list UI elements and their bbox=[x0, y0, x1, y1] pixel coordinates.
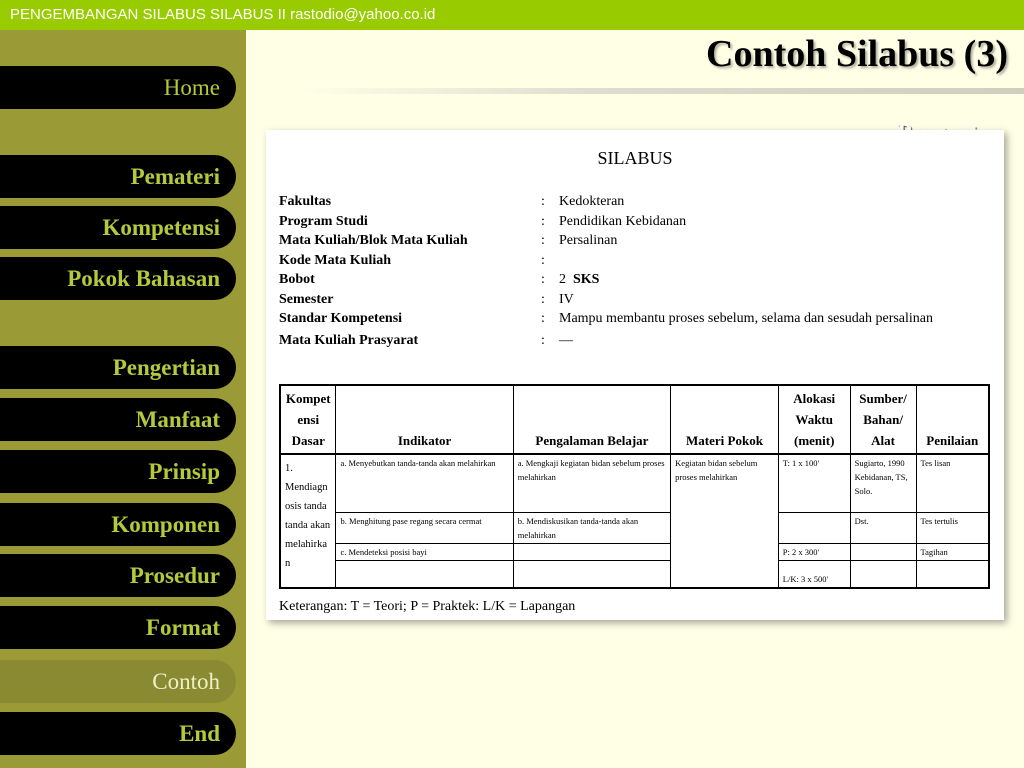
info-label: Mata Kuliah/Blok Mata Kuliah bbox=[279, 233, 468, 248]
info-label: Kode Mata Kuliah bbox=[279, 252, 392, 268]
col-header: Penilaian bbox=[916, 385, 989, 454]
info-label: Bobot bbox=[279, 272, 315, 287]
nav-prosedur-button[interactable]: Prosedur bbox=[0, 554, 236, 597]
info-colon: : bbox=[541, 213, 545, 229]
nav-prinsip-button[interactable]: Prinsip bbox=[0, 450, 236, 493]
info-colon: : bbox=[541, 311, 545, 326]
info-value bbox=[559, 251, 979, 271]
info-value: Pendidikan Kebidanan bbox=[559, 213, 687, 229]
info-row-semester bbox=[279, 290, 979, 310]
info-value: Mampu membantu proses sebelum, selama dan sesudah persalinan bbox=[559, 311, 934, 326]
info-colon: : bbox=[541, 194, 545, 209]
table-cell: T: 1 x 100' bbox=[778, 454, 850, 512]
info-row-bobot bbox=[279, 270, 979, 290]
col-header: Kompet ensi Dasar bbox=[280, 385, 336, 454]
info-row-prasyarat bbox=[279, 331, 979, 351]
info-row-kode bbox=[279, 251, 979, 271]
col-header: Sumber/ Bahan/ Alat bbox=[850, 385, 916, 454]
info-colon: : bbox=[541, 252, 545, 268]
table-cell: Dst. bbox=[850, 512, 916, 543]
info-label: Standar Kompetensi bbox=[279, 311, 403, 326]
info-value: Kedokteran bbox=[559, 194, 625, 209]
nav-pengertian-button[interactable]: Pengertian bbox=[0, 346, 236, 389]
table-cell bbox=[513, 543, 670, 560]
info-value: Persalinan bbox=[559, 233, 618, 248]
nav-pemateri-button[interactable]: Pemateri bbox=[0, 155, 236, 198]
table-cell: a. Menyebutkan tanda-tanda akan melahirkan bbox=[336, 454, 513, 512]
slide-title: Contoh Silabus (3) bbox=[706, 33, 1008, 75]
legend-text: Keterangan: T = Teori; P = Praktek: L/K = Lapangan bbox=[279, 599, 576, 614]
document-heading: SILABUS bbox=[597, 148, 673, 168]
info-colon: : bbox=[541, 332, 545, 348]
nav-home-button[interactable]: Home bbox=[0, 66, 236, 109]
table-header-row bbox=[280, 385, 989, 454]
info-row-fakultas bbox=[279, 192, 979, 212]
col-header: Pengalaman Belajar bbox=[513, 385, 670, 454]
nav-contoh-button[interactable]: Contoh bbox=[0, 660, 236, 703]
nav-end-button[interactable]: End bbox=[0, 712, 236, 755]
table-cell: P: 2 x 300' bbox=[778, 543, 850, 560]
table-row bbox=[280, 560, 989, 588]
table-cell bbox=[916, 560, 989, 588]
col-header: Indikator bbox=[336, 385, 513, 454]
table-cell bbox=[513, 560, 670, 588]
info-value bbox=[559, 270, 979, 290]
table-cell: c. Mendeteksi posisi bayi bbox=[336, 543, 513, 560]
info-row-mata-kuliah bbox=[279, 231, 979, 251]
kompetensi-dasar-cell: 1. Mendiagn osis tanda tanda akan melahirka n bbox=[280, 454, 336, 588]
table-cell bbox=[336, 560, 513, 588]
table-row bbox=[280, 512, 989, 543]
syllabus-info bbox=[279, 192, 979, 350]
table-cell: Kegiatan bidan sebelum proses melahirkan bbox=[671, 454, 779, 588]
table-cell bbox=[850, 560, 916, 588]
title-divider bbox=[300, 88, 1024, 94]
bobot-unit: SKS bbox=[573, 272, 600, 287]
table-cell: Sugiarto, 1990 Kebidanan, TS, Solo. bbox=[850, 454, 916, 512]
info-label: Semester bbox=[279, 291, 334, 307]
table-row bbox=[280, 454, 989, 512]
info-row-program-studi bbox=[279, 212, 979, 232]
info-row-standar-kompetensi bbox=[279, 309, 979, 329]
col-header: Alokasi Waktu (menit) bbox=[778, 385, 850, 454]
banner-text: PENGEMBANGAN SILABUS SILABUS II rastodio@yahoo.co.id bbox=[10, 6, 436, 23]
table-cell: a. Mengkaji kegiatan bidan sebelum proses melahirkan bbox=[513, 454, 670, 512]
nav-manfaat-button[interactable]: Manfaat bbox=[0, 398, 236, 441]
table-cell: Tagihan bbox=[916, 543, 989, 560]
table-cell: Tes tertulis bbox=[916, 512, 989, 543]
top-banner bbox=[0, 0, 1024, 30]
col-header: Materi Pokok bbox=[671, 385, 779, 454]
info-label: Mata Kuliah Prasyarat bbox=[279, 332, 419, 348]
nav-pokok-bahasan-button[interactable]: Pokok Bahasan bbox=[0, 257, 236, 300]
bobot-number: 2 bbox=[559, 272, 566, 287]
nav-komponen-button[interactable]: Komponen bbox=[0, 503, 236, 546]
table-cell: L/K: 3 x 500' bbox=[778, 560, 850, 588]
info-colon: : bbox=[541, 233, 545, 248]
info-colon: : bbox=[541, 272, 545, 287]
nav-format-button[interactable]: Format bbox=[0, 606, 236, 649]
info-label: Program Studi bbox=[279, 213, 368, 229]
syllabus-table bbox=[279, 384, 990, 589]
info-colon: : bbox=[541, 291, 545, 307]
table-cell: Tes lisan bbox=[916, 454, 989, 512]
syllabus-document bbox=[266, 130, 1004, 620]
info-label: Fakultas bbox=[279, 194, 332, 209]
nav-kompetensi-button[interactable]: Kompetensi bbox=[0, 206, 236, 249]
table-cell bbox=[850, 543, 916, 560]
table-cell: b. Menghitung pase regang secara cermat bbox=[336, 512, 513, 543]
table-cell bbox=[778, 512, 850, 543]
table-cell: b. Mendiskusikan tanda-tanda akan melahirkan bbox=[513, 512, 670, 543]
info-value: — bbox=[559, 332, 573, 348]
table-row bbox=[280, 543, 989, 560]
info-value: IV bbox=[559, 291, 574, 307]
